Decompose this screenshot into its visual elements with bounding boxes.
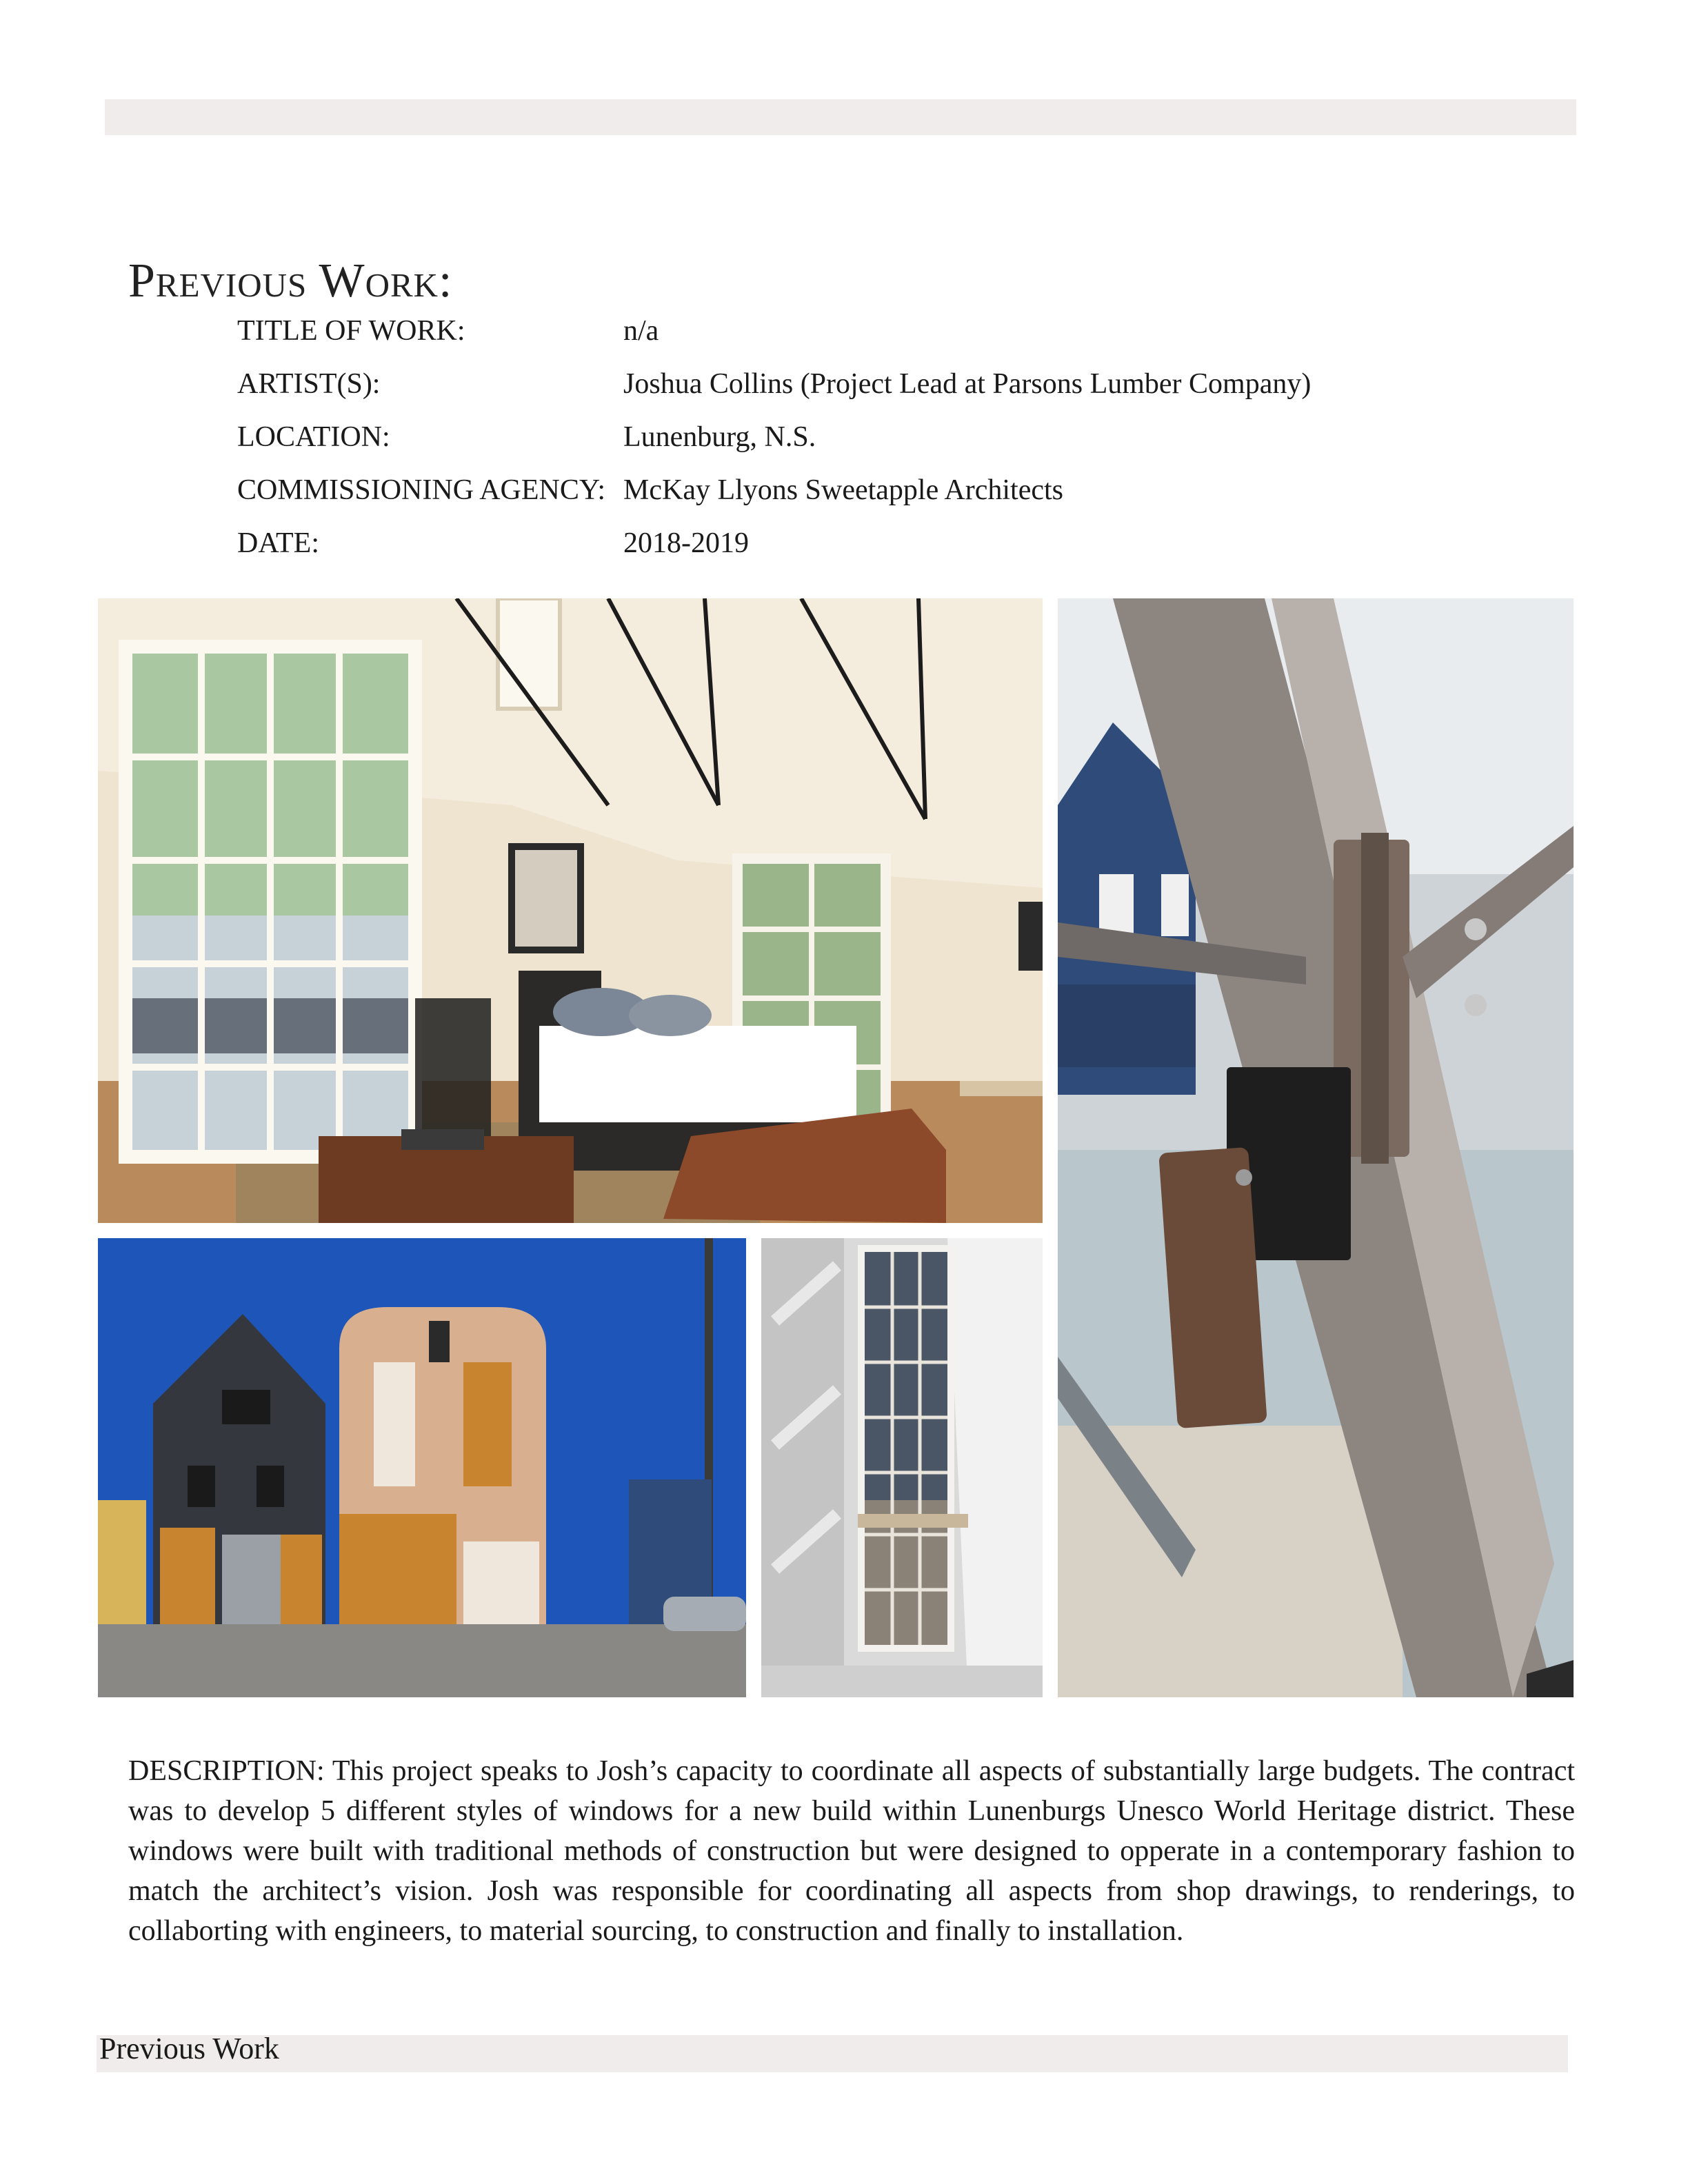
project-description: DESCRIPTION: This project speaks to Josh’s capacity to coordinate all aspects of substantially large budgets. The contract was to develop 5 different styles of windows for a new build within Lunenburgs Unesco World Heritage district. These windows were built with traditional methods of construction but were designed to opperate in a contemporary fashion to match the architect’s vision. Josh was responsible for coordinating all aspects from shop drawings, to renderings, to collaborting with engineers, to material sourcing, to construction and finally to installation. (128, 1755, 1575, 1947)
header-band (105, 99, 1576, 135)
detail-label: LOCATION: (237, 421, 390, 453)
detail-value: Joshua Collins (Project Lead at Parsons Lumber Company) (623, 368, 1312, 400)
detail-value: Lunenburg, N.S. (623, 421, 816, 453)
detail-label: DATE: (237, 527, 319, 559)
footer-band (97, 2035, 1568, 2072)
photo-building-exterior (98, 1238, 746, 1697)
detail-value: n/a (623, 315, 659, 347)
detail-value: McKay Llyons Sweetapple Architects (623, 474, 1063, 506)
detail-label: COMMISSIONING AGENCY: (237, 474, 606, 506)
detail-label: ARTIST(S): (237, 368, 381, 400)
photo-bedroom-interior (98, 598, 1043, 1223)
detail-value: 2018-2019 (623, 527, 749, 559)
photo-tall-window (761, 1238, 1043, 1697)
detail-label: TITLE OF WORK: (237, 315, 465, 347)
footer-label: Previous Work (99, 2032, 279, 2065)
page-title: Previous Work: (128, 254, 453, 307)
photo-window-hardware (1058, 598, 1574, 1697)
